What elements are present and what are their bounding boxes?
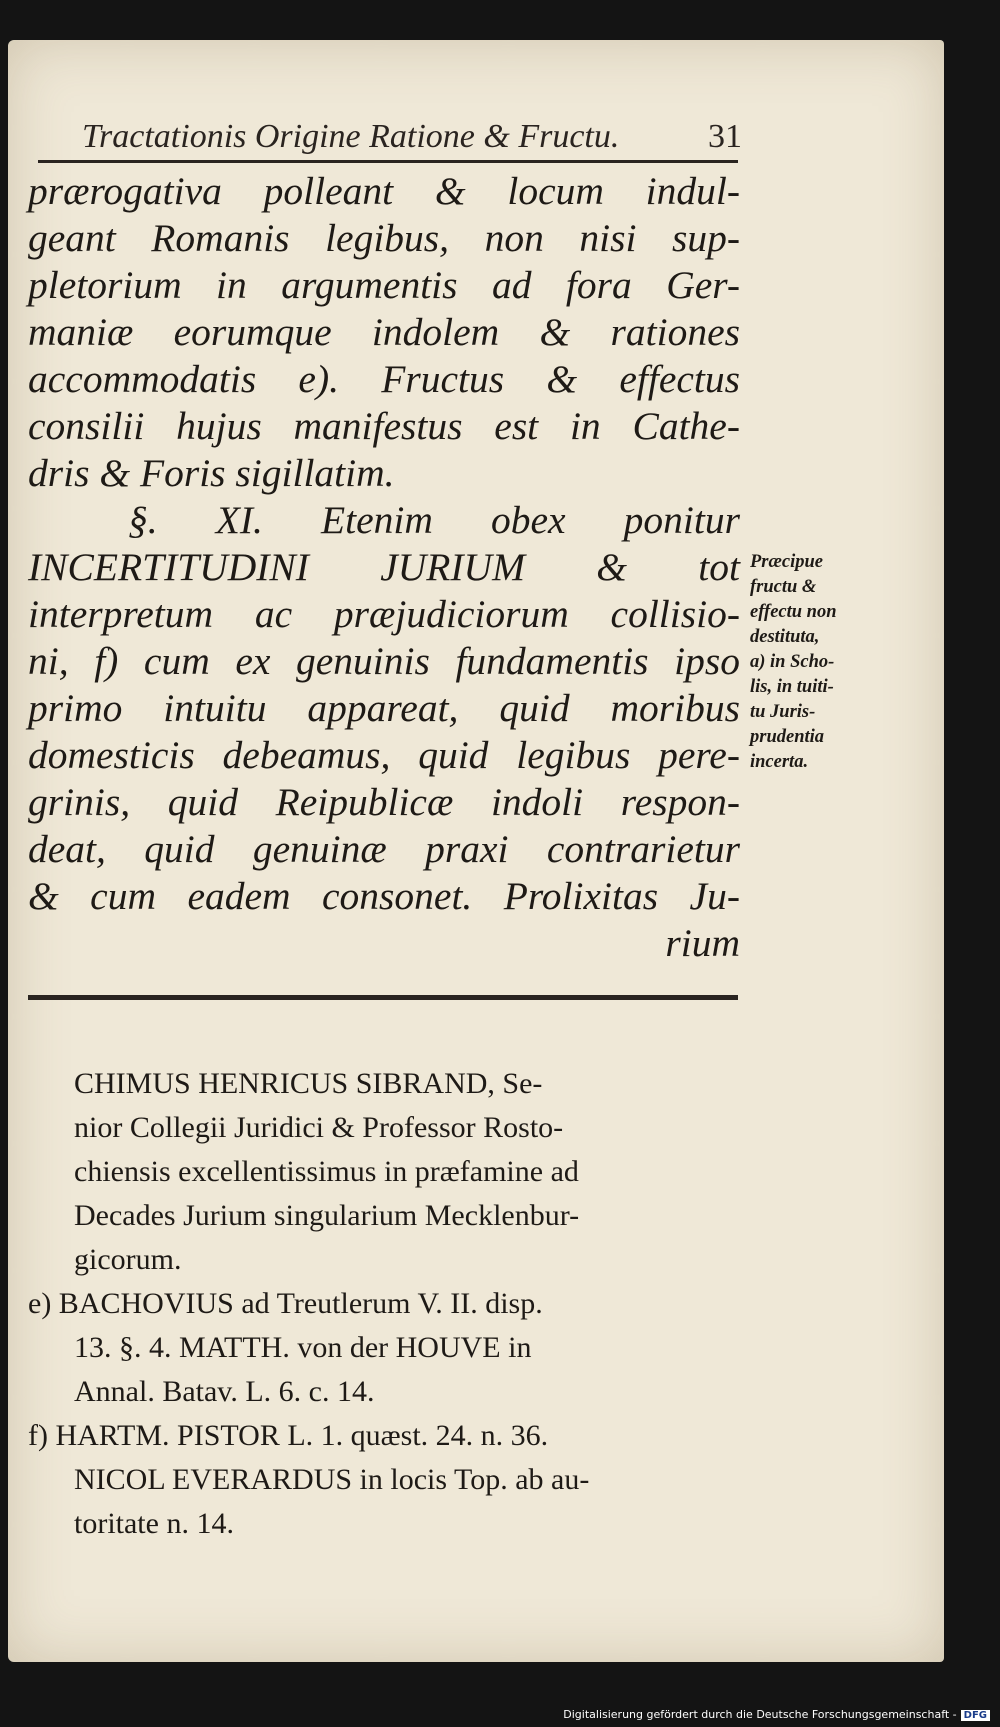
margin-note-line: lis, in tuiti- xyxy=(750,677,834,697)
text-line: INCERTITUDINI JURIUM & tot xyxy=(28,545,740,589)
running-title: Tractationis Origine Ratione & Fructu. xyxy=(82,118,620,155)
text-line: §. XI. Etenim obex ponitur xyxy=(128,498,740,542)
main-text xyxy=(28,168,740,967)
catchword: rium xyxy=(665,921,740,965)
scanned-page xyxy=(8,40,944,1662)
footnote-line: chiensis excellentissimus in præfamine ad xyxy=(74,1155,579,1188)
footnote-line: toritate n. 14. xyxy=(74,1507,234,1540)
text-line: ni, f) cum ex genuinis fundamentis ipso xyxy=(28,639,740,683)
footnotes xyxy=(28,1062,740,1546)
margin-note-line: a) in Scho- xyxy=(750,652,835,672)
footnote-rule xyxy=(28,995,738,1000)
footnote-line: NICOL EVERARDUS in locis Top. ab au- xyxy=(74,1463,590,1496)
margin-note-line: destituta, xyxy=(750,627,820,647)
text-line: accommodatis e). Fructus & effectus xyxy=(28,357,740,401)
footnote-line: nior Collegii Juridici & Professor Rosto- xyxy=(74,1111,564,1144)
header-rule xyxy=(38,160,738,163)
footnote-line: 13. §. 4. MATTH. von der HOUVE in xyxy=(74,1331,532,1364)
margin-note-line: incerta. xyxy=(750,752,809,772)
footnote-line: Annal. Batav. L. 6. c. 14. xyxy=(74,1375,375,1408)
text-line: deat, quid genuinæ praxi contrarietur xyxy=(28,827,740,871)
margin-note-line: tu Juris- xyxy=(750,702,816,722)
footnote-line: Decades Jurium singularium Mecklenbur- xyxy=(74,1199,580,1232)
margin-note-line: prudentia xyxy=(750,727,825,747)
text-line: & cum eadem consonet. Prolixitas Ju- xyxy=(28,874,740,918)
footnote-line: gicorum. xyxy=(74,1243,182,1276)
credit-text: Digitalisierung gefördert durch die Deutsche Forschungsgemeinschaft - xyxy=(563,1708,957,1721)
page-number: 31 xyxy=(708,118,742,155)
text-line: prærogativa polleant & locum indul- xyxy=(28,169,740,213)
digitization-credit xyxy=(563,1708,990,1721)
margin-note-line: fructu & xyxy=(750,577,817,597)
text-line: maniæ eorumque indolem & rationes xyxy=(28,310,740,354)
text-line: pletorium in argumentis ad fora Ger- xyxy=(28,263,740,307)
dfg-logo: DFG xyxy=(961,1710,990,1721)
text-line: dris & Foris sigillatim. xyxy=(28,451,395,495)
margin-note-line: Præcipue xyxy=(750,552,823,572)
text-line: geant Romanis legibus, non nisi sup- xyxy=(28,216,740,260)
footnote-line: f) HARTM. PISTOR L. 1. quæst. 24. n. 36. xyxy=(28,1419,549,1452)
text-line: grinis, quid Reipublicæ indoli respon- xyxy=(28,780,740,824)
text-line: interpretum ac præjudiciorum collisio- xyxy=(28,592,740,636)
text-line: domesticis debeamus, quid legibus pere- xyxy=(28,733,740,777)
margin-note xyxy=(750,550,880,775)
margin-note-line: effectu non xyxy=(750,602,837,622)
footnote-line: CHIMUS HENRICUS SIBRAND, Se- xyxy=(74,1067,543,1100)
text-line: consilii hujus manifestus est in Cathe- xyxy=(28,404,740,448)
footnote-line: e) BACHOVIUS ad Treutlerum V. II. disp. xyxy=(28,1287,543,1320)
text-line: primo intuitu appareat, quid moribus xyxy=(28,686,740,730)
